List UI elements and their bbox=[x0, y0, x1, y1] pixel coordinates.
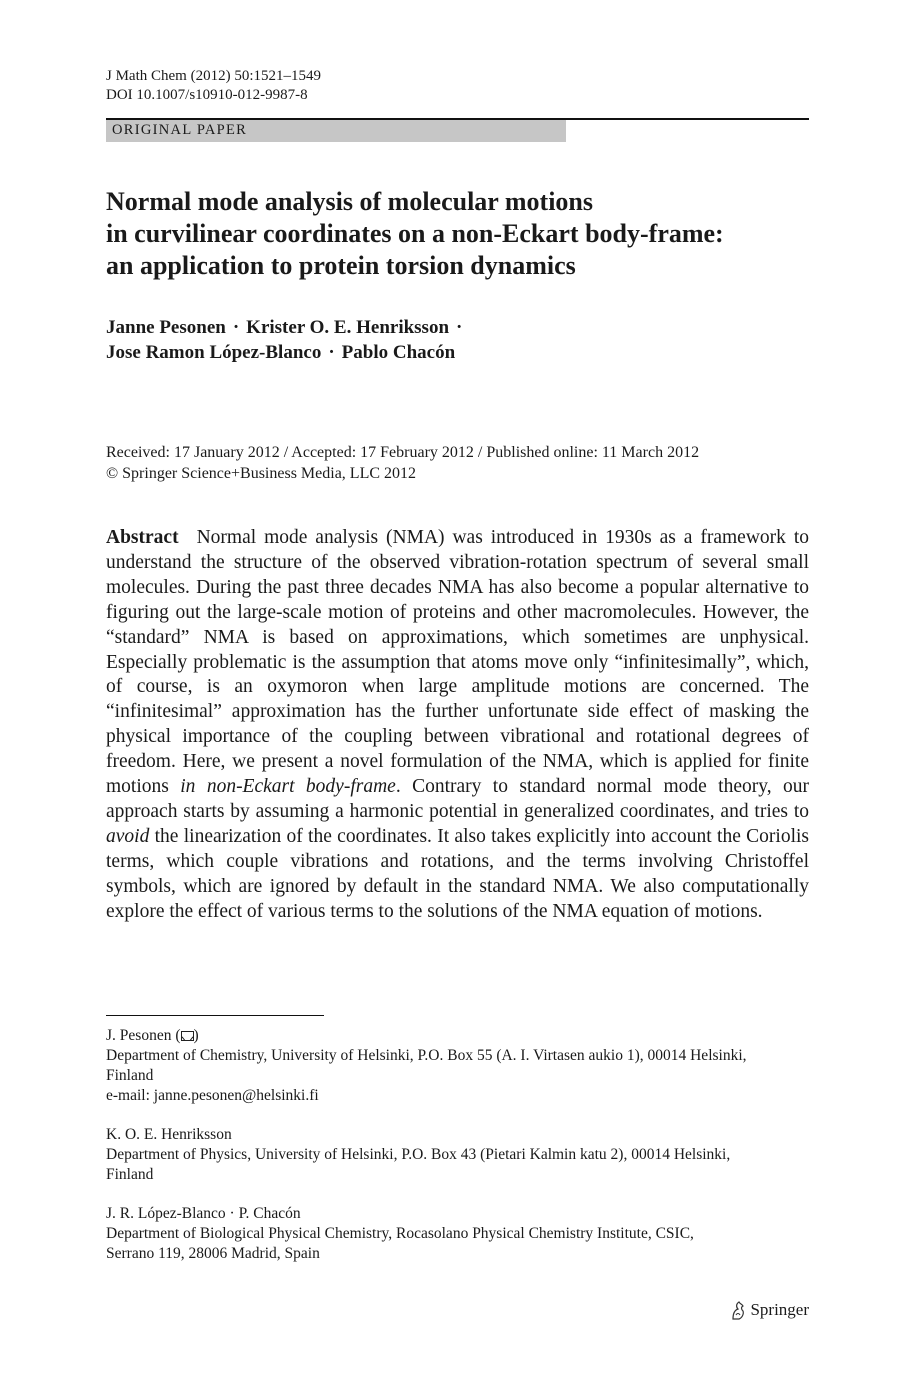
doi: DOI 10.1007/s10910-012-9987-8 bbox=[106, 87, 308, 103]
corresponding-author-name: J. Pesonen bbox=[106, 1027, 172, 1044]
publisher-name: Springer bbox=[750, 1300, 809, 1319]
affiliation-department: Department of Physics, University of Helsinki, P.O. Box 43 (Pietari Kalmin katu 2), 00014 Helsinki, bbox=[106, 1146, 731, 1163]
envelope-icon bbox=[181, 1031, 194, 1041]
abstract-emphasis: in non-Eckart body-frame bbox=[180, 776, 396, 798]
affiliation-author: J. Pesonen ( ) bbox=[106, 1027, 199, 1044]
publication-history bbox=[106, 442, 699, 484]
affiliation-department: Department of Chemistry, University of Helsinki, P.O. Box 55 (A. I. Virtasen aukio 1), 00014 Helsinki, bbox=[106, 1047, 747, 1064]
affiliation-author: K. O. E. Henriksson bbox=[106, 1126, 232, 1143]
author-separator: · bbox=[232, 317, 240, 338]
author-list bbox=[106, 315, 469, 365]
copyright-notice: © Springer Science+Business Media, LLC 2012 bbox=[106, 465, 417, 482]
affiliation-email[interactable]: e-mail: janne.pesonen@helsinki.fi bbox=[106, 1087, 319, 1104]
author-name: Janne Pesonen bbox=[106, 317, 226, 338]
author-row bbox=[106, 315, 469, 340]
author-separator: · bbox=[456, 317, 463, 338]
publisher-logo bbox=[730, 1299, 809, 1321]
affiliation-lopez-blanco-chacon bbox=[106, 1204, 809, 1264]
article-type-label: ORIGINAL PAPER bbox=[106, 120, 566, 142]
title-line: in curvilinear coordinates on a non-Eckart body-frame: bbox=[106, 219, 724, 248]
affiliation-author: J. R. López-Blanco · P. Chacón bbox=[106, 1205, 301, 1222]
author-name: Pablo Chacón bbox=[341, 342, 456, 363]
affiliation-country: Finland bbox=[106, 1067, 154, 1084]
abstract-heading: Abstract bbox=[106, 527, 179, 548]
affiliations bbox=[106, 1026, 809, 1283]
received-accepted-published: Received: 17 January 2012 / Accepted: 17 February 2012 / Published online: 11 March 2012 bbox=[106, 444, 700, 461]
title-line: an application to protein torsion dynamics bbox=[106, 251, 576, 280]
abstract bbox=[106, 526, 809, 925]
title-line: Normal mode analysis of molecular motions bbox=[106, 187, 593, 216]
affiliation-country: Finland bbox=[106, 1166, 154, 1183]
abstract-text: . Contrary to standard normal mode theory, our approach starts by assuming a harmonic potential in generalized coordinates, and tries to bbox=[106, 776, 809, 822]
springer-horse-icon bbox=[730, 1300, 745, 1320]
affiliation-henriksson bbox=[106, 1125, 809, 1185]
author-separator: · bbox=[328, 342, 335, 363]
author-name: Krister O. E. Henriksson bbox=[246, 317, 450, 338]
affiliation-pesonen bbox=[106, 1026, 809, 1106]
journal-header bbox=[106, 67, 321, 105]
abstract-text: Normal mode analysis (NMA) was introduced in 1930s as a framework to understand the structure of the observed vibration-rotation spectrum of several small molecules. During the past three decades NMA has also become a popular alternative to figuring out the large-scale motion of proteins and other macromolecules. However, the “standard” NMA is based on approximations, which sometimes are unphysical. Especially problematic is the assumption that atoms move only “infinitesimally”, which, of course, is an oxymoron when large amplitude motions are concerned. The “infinitesimal” approximation has the further unfortunate side effect of masking the physical importance of the coupling between vibrational and rotational degrees of freedom. Here, we present a novel formulation of the NMA, which is applied for finite motions bbox=[106, 527, 809, 798]
abstract-text: the linearization of the coordinates. It also takes explicitly into account the Coriolis terms, which couple vibrations and rotations, and the terms involving Christoffel symbols, which are ignored by default in the standard NMA. We also computationally explore the effect of various terms to the solutions of the NMA equation of motions. bbox=[106, 825, 809, 922]
journal-citation: J Math Chem (2012) 50:1521–1549 bbox=[106, 68, 321, 84]
paper-title bbox=[106, 186, 809, 282]
affiliation-department: Department of Biological Physical Chemistry, Rocasolano Physical Chemistry Institute, CSIC, bbox=[106, 1225, 694, 1242]
author-row bbox=[106, 340, 469, 365]
affiliation-address: Serrano 119, 28006 Madrid, Spain bbox=[106, 1245, 320, 1262]
footnote-rule bbox=[106, 1015, 324, 1016]
abstract-emphasis: avoid bbox=[106, 825, 150, 847]
author-name: Jose Ramon López-Blanco bbox=[106, 342, 322, 363]
